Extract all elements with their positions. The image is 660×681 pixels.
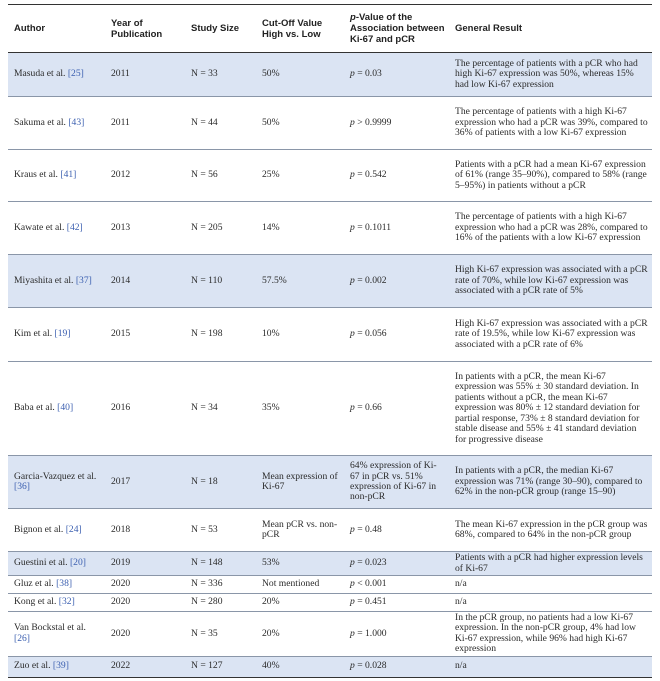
- table-row: [8, 202, 652, 255]
- pvalue-cell: [344, 509, 449, 552]
- author-name: Kraus et al.: [14, 169, 58, 181]
- author-cell: [8, 456, 105, 509]
- reference-link[interactable]: [41]: [60, 169, 77, 181]
- study-size-cell: N = 18: [185, 456, 256, 509]
- study-size-cell: N = 33: [185, 53, 256, 97]
- cutoff-cell: 20%: [262, 596, 280, 608]
- p-value: = 0.542: [354, 169, 387, 181]
- header-pvalue-italic: p: [350, 12, 356, 23]
- study-size-cell: N = 34: [191, 402, 218, 414]
- table-row: [8, 255, 652, 308]
- p-symbol: p: [350, 328, 355, 340]
- p-symbol: p: [350, 116, 355, 128]
- p-value: = 0.028: [354, 660, 387, 672]
- year-cell: 2016: [111, 402, 131, 414]
- reference-link[interactable]: [42]: [66, 221, 83, 233]
- p-value: 64% expression of Ki-67 in pCR vs. 51% expression of Ki-67 in non-pCR: [350, 460, 437, 503]
- reference-link[interactable]: [32]: [58, 596, 75, 608]
- p-value: < 0.001: [354, 578, 387, 590]
- study-size-cell: N = 280: [191, 596, 223, 608]
- author-cell: [8, 576, 105, 594]
- cutoff-cell: 57.5%: [256, 255, 344, 308]
- author-cell: [8, 53, 105, 97]
- cutoff-cell: 50%: [256, 53, 344, 97]
- author-cell: [8, 594, 105, 612]
- year-cell: 2018: [111, 523, 131, 535]
- study-size-cell: N = 336: [191, 578, 223, 590]
- table-row: [8, 552, 652, 576]
- table-row: [8, 362, 652, 456]
- year-cell: 2015: [111, 328, 131, 340]
- table-row: [8, 53, 652, 97]
- result-cell: In patients with a pCR, the mean Ki-67 expression was 55% ± 30 standard deviation. In patients without a pCR, the mean Ki-67 expression was 80% ± 12 standard deviation for partial response, 73% ± 8 standard deviation for stable disease and 55% ± 41 standard deviation for progressive disease: [455, 371, 640, 445]
- table-body: [8, 53, 652, 678]
- author-cell: [8, 656, 105, 677]
- year-cell: 2022: [105, 656, 185, 677]
- author-cell: [8, 612, 105, 657]
- table-row: [8, 150, 652, 202]
- p-symbol: p: [350, 660, 355, 672]
- author-cell: [8, 150, 105, 202]
- result-cell: Patients with a pCR had higher expression levels of Ki-67: [449, 552, 652, 576]
- year-cell: 2014: [105, 255, 185, 308]
- author-cell: [8, 308, 105, 362]
- pvalue-cell: [344, 594, 449, 612]
- reference-link[interactable]: [37]: [75, 274, 92, 286]
- pvalue-cell: [344, 255, 449, 308]
- pvalue-cell: [344, 552, 449, 576]
- header-pvalue: [344, 5, 449, 53]
- table-row: [8, 308, 652, 362]
- study-size-cell: N = 205: [191, 221, 223, 233]
- result-cell: The percentage of patients with a high Ki-67 expression who had a pCR was 28%, compared to 16% of the patients with a low Ki-67 expression: [455, 211, 648, 244]
- table-row: [8, 97, 652, 150]
- author-cell: [8, 552, 105, 576]
- author-cell: [8, 255, 105, 308]
- header-pvalue-text: -Value of the Association between Ki-67 and pCR: [350, 12, 445, 45]
- p-value: = 0.48: [354, 523, 382, 535]
- year-cell: 2011: [105, 53, 185, 97]
- result-cell: High Ki-67 expression was associated with a pCR rate of 19.5%, while low Ki-67 expression was associated with a pCR rate of 6%: [455, 317, 648, 350]
- author-name: Zuo et al.: [14, 660, 51, 672]
- cutoff-cell: 10%: [262, 328, 280, 340]
- pvalue-cell: [344, 656, 449, 677]
- cutoff-cell: 50%: [262, 116, 280, 128]
- pvalue-cell: [344, 150, 449, 202]
- author-name: Guestini et al.: [14, 557, 68, 569]
- header-cutoff: Cut-Off Value High vs. Low: [262, 17, 323, 40]
- header-result: General Result: [455, 23, 523, 34]
- study-size-cell: N = 148: [185, 552, 256, 576]
- result-cell: n/a: [449, 656, 652, 677]
- cutoff-cell: Not mentioned: [262, 578, 320, 590]
- author-name: Garcia-Vazquez et al.: [14, 470, 97, 482]
- result-cell: The mean Ki-67 expression in the pCR group was 68%, compared to 64% in the non-pCR group: [455, 518, 648, 540]
- cutoff-cell: Mean pCR vs. non-pCR: [262, 518, 338, 540]
- reference-link[interactable]: [38]: [56, 578, 73, 590]
- p-symbol: p: [350, 169, 355, 181]
- p-value: = 0.056: [354, 328, 387, 340]
- year-cell: 2020: [111, 596, 131, 608]
- table-row: [8, 509, 652, 552]
- year-cell: 2017: [105, 456, 185, 509]
- cutoff-cell: Mean expression of Ki-67: [256, 456, 344, 509]
- year-cell: 2020: [111, 578, 131, 590]
- result-cell: Patients with a pCR had a mean Ki-67 expression of 61% (range 35–90%), compared to 58% (range 5–95%) in patients without a pCR: [455, 158, 647, 191]
- result-cell: In patients with a pCR, the median Ki-67 expression was 71% (range 30–90), compared to 62% in the non-pCR group (range 15–90): [449, 456, 652, 509]
- author-name: Masuda et al.: [14, 68, 66, 80]
- year-cell: 2013: [111, 221, 131, 233]
- pvalue-cell: [344, 362, 449, 456]
- header-year: Year of Publication: [111, 17, 163, 40]
- study-size-cell: N = 110: [185, 255, 256, 308]
- p-value: = 0.66: [354, 402, 382, 414]
- p-value: = 1.000: [354, 627, 387, 639]
- p-value: = 0.002: [354, 274, 387, 286]
- table-row: [8, 612, 652, 657]
- cutoff-cell: 14%: [262, 221, 280, 233]
- study-size-cell: N = 198: [191, 328, 223, 340]
- study-size-cell: N = 35: [191, 627, 218, 639]
- pvalue-cell: [344, 308, 449, 362]
- header-row: [8, 5, 652, 53]
- reference-link[interactable]: [24]: [65, 523, 82, 535]
- header-study-size: Study Size: [191, 23, 240, 34]
- result-cell: In the pCR group, no patients had a low Ki-67 expression. In the non-pCR group, 4% had low Ki-67 expression, while 96% had high Ki-67 expression: [455, 612, 636, 655]
- author-name: Van Bockstal et al.: [14, 622, 86, 634]
- author-name: Sakuma et al.: [14, 116, 66, 128]
- pvalue-cell: [344, 53, 449, 97]
- pvalue-cell: [344, 576, 449, 594]
- p-symbol: p: [350, 627, 355, 639]
- p-value: = 0.023: [354, 557, 387, 569]
- result-cell: n/a: [455, 596, 467, 608]
- author-cell: [8, 202, 105, 255]
- study-size-cell: N = 127: [185, 656, 256, 677]
- author-name: Kong et al.: [14, 596, 57, 608]
- result-cell: High Ki-67 expression was associated with a pCR rate of 70%, while low Ki-67 expression was associated with a pCR rate of 5%: [449, 255, 652, 308]
- reference-link[interactable]: [36]: [14, 481, 30, 492]
- reference-link[interactable]: [20]: [69, 557, 86, 569]
- result-cell: n/a: [455, 578, 467, 590]
- p-symbol: p: [350, 523, 355, 535]
- table-header: [8, 5, 652, 53]
- reference-link[interactable]: [25]: [67, 68, 84, 80]
- author-name: Gluz et al.: [14, 578, 54, 590]
- table-row: [8, 456, 652, 509]
- study-size-cell: N = 56: [191, 169, 218, 181]
- cutoff-cell: 25%: [262, 169, 280, 181]
- year-cell: 2020: [111, 627, 131, 639]
- author-name: Kawate et al.: [14, 221, 65, 233]
- p-symbol: p: [350, 274, 355, 286]
- pvalue-cell: [344, 456, 449, 509]
- author-name: Bignon et al.: [14, 523, 64, 535]
- year-cell: 2019: [105, 552, 185, 576]
- reference-link[interactable]: [43]: [68, 116, 85, 128]
- author-name: Kim et al.: [14, 328, 53, 340]
- cutoff-cell: 40%: [256, 656, 344, 677]
- header-author: Author: [14, 23, 46, 34]
- author-cell: [8, 362, 105, 456]
- p-value: = 0.1011: [354, 221, 392, 233]
- pvalue-cell: [344, 97, 449, 150]
- reference-link[interactable]: [40]: [57, 402, 74, 414]
- p-symbol: p: [350, 557, 355, 569]
- p-symbol: p: [350, 596, 355, 608]
- year-cell: 2012: [111, 169, 131, 181]
- study-size-cell: N = 44: [191, 116, 218, 128]
- p-value: = 0.451: [354, 596, 387, 608]
- p-value: = 0.03: [354, 68, 382, 80]
- table-row: [8, 656, 652, 677]
- reference-link[interactable]: [39]: [52, 660, 69, 672]
- author-cell: [8, 509, 105, 552]
- cutoff-cell: 53%: [256, 552, 344, 576]
- table-row: [8, 576, 652, 594]
- table-row: [8, 594, 652, 612]
- result-cell: The percentage of patients with a high Ki-67 expression who had a pCR was 39%, compared to 36% of patients with a low Ki-67 expression: [455, 106, 648, 139]
- author-cell: [8, 97, 105, 150]
- p-symbol: p: [350, 221, 355, 233]
- p-value: > 0.9999: [354, 116, 392, 128]
- author-name: Baba et al.: [14, 402, 55, 414]
- ki67-pcr-table: [8, 4, 652, 678]
- result-cell: The percentage of patients with a pCR who had high Ki-67 expression was 50%, whereas 15% had low Ki-67 expression: [449, 53, 652, 97]
- cutoff-cell: 35%: [262, 402, 280, 414]
- reference-link[interactable]: [19]: [54, 328, 71, 340]
- author-name: Miyashita et al.: [14, 274, 74, 286]
- study-size-cell: N = 53: [191, 523, 218, 535]
- year-cell: 2011: [111, 116, 130, 128]
- p-symbol: p: [350, 68, 355, 80]
- p-symbol: p: [350, 402, 355, 414]
- p-symbol: p: [350, 578, 355, 590]
- pvalue-cell: [344, 202, 449, 255]
- pvalue-cell: [344, 612, 449, 657]
- cutoff-cell: 20%: [262, 627, 280, 639]
- reference-link[interactable]: [26]: [14, 632, 30, 644]
